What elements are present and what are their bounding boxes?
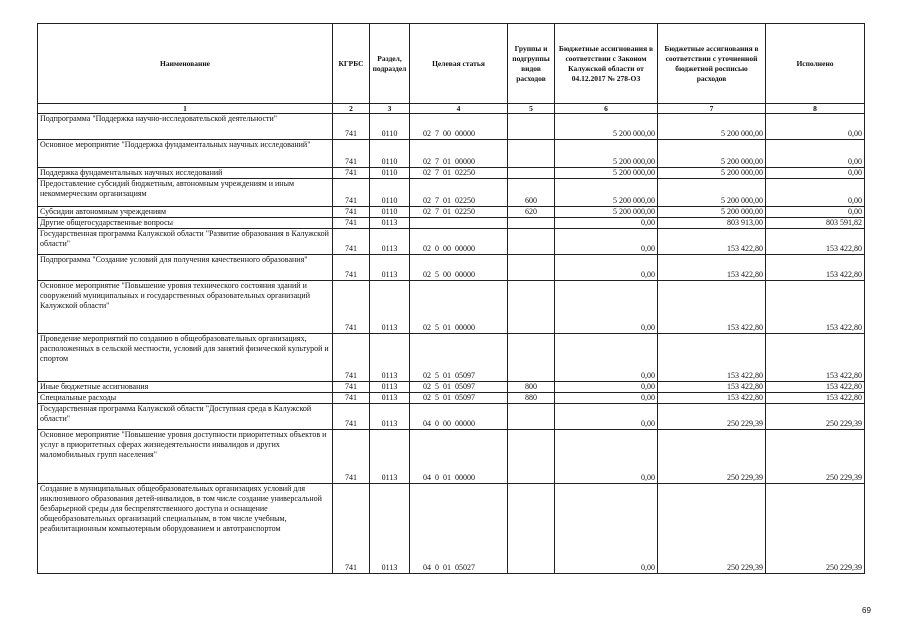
row-expense-group: 620: [508, 207, 555, 218]
row-executed: 803 591,82: [766, 218, 865, 229]
row-name: Другие общегосударственные вопросы: [38, 218, 333, 229]
header-budget-refined: Бюджетные ассигнования в соответствии с уточненной бюджетной росписью расходов: [658, 24, 766, 104]
row-target-article: 02 7 01 02250: [410, 207, 508, 218]
row-budget-refined: 5 200 000,00: [658, 114, 766, 140]
row-target-article: 02 5 01 05097: [410, 382, 508, 393]
row-expense-group: [508, 168, 555, 179]
row-target-article: 02 7 01 00000: [410, 140, 508, 168]
row-budget-refined: 803 913,00: [658, 218, 766, 229]
row-budget-refined: 5 200 000,00: [658, 140, 766, 168]
row-kgrbs: 741: [333, 393, 370, 404]
row-budget-refined: 5 200 000,00: [658, 168, 766, 179]
row-expense-group: [508, 255, 555, 281]
row-razdel: 0113: [370, 229, 410, 255]
header-kgrbs: КГРБС: [333, 24, 370, 104]
row-expense-group: [508, 229, 555, 255]
column-number: 3: [370, 104, 410, 114]
row-expense-group: [508, 404, 555, 430]
row-razdel: 0113: [370, 484, 410, 574]
table-row: [38, 140, 865, 168]
row-kgrbs: 741: [333, 255, 370, 281]
row-target-article: 04 0 01 05027: [410, 484, 508, 574]
header-name: Наименование: [38, 24, 333, 104]
row-target-article: 02 0 00 00000: [410, 229, 508, 255]
row-expense-group: [508, 281, 555, 334]
table-row: [38, 334, 865, 382]
row-razdel: 0113: [370, 430, 410, 484]
row-name: Основное мероприятие "Поддержка фундаментальных научных исследований": [38, 140, 333, 168]
row-budget-law: 5 200 000,00: [555, 114, 658, 140]
column-number: 1: [38, 104, 333, 114]
row-budget-refined: 153 422,80: [658, 334, 766, 382]
row-kgrbs: 741: [333, 334, 370, 382]
row-kgrbs: 741: [333, 404, 370, 430]
header-row: [38, 24, 865, 104]
row-budget-law: 0,00: [555, 229, 658, 255]
row-budget-refined: 153 422,80: [658, 229, 766, 255]
row-budget-law: 5 200 000,00: [555, 140, 658, 168]
table-row: [38, 229, 865, 255]
row-budget-law: 5 200 000,00: [555, 207, 658, 218]
table-row: [38, 218, 865, 229]
column-number: 8: [766, 104, 865, 114]
row-name: Субсидии автономным учреждениям: [38, 207, 333, 218]
row-kgrbs: 741: [333, 140, 370, 168]
row-budget-law: 0,00: [555, 218, 658, 229]
row-target-article: 02 7 00 00000: [410, 114, 508, 140]
row-budget-law: 0,00: [555, 334, 658, 382]
row-razdel: 0110: [370, 140, 410, 168]
row-target-article: 02 5 01 00000: [410, 281, 508, 334]
row-budget-law: 0,00: [555, 255, 658, 281]
row-name: Предоставление субсидий бюджетным, автономным учреждениям и иным некоммерческим организациям: [38, 179, 333, 207]
table-row: [38, 255, 865, 281]
row-budget-refined: 153 422,80: [658, 255, 766, 281]
row-razdel: 0113: [370, 255, 410, 281]
row-name: Государственная программа Калужской области "Доступная среда в Калужской области": [38, 404, 333, 430]
row-kgrbs: 741: [333, 484, 370, 574]
row-name: Основное мероприятие "Повышение уровня технического состояния зданий и сооружений муниципальных и государственных образовательных организаций Калужской области": [38, 281, 333, 334]
row-budget-law: 0,00: [555, 430, 658, 484]
table-row: [38, 281, 865, 334]
row-budget-law: 0,00: [555, 281, 658, 334]
header-executed: Исполнено: [766, 24, 865, 104]
row-name: Проведение мероприятий по созданию в общеобразовательных организациях, расположенных в сельской местности, условий для занятий физической культурой и спортом: [38, 334, 333, 382]
row-budget-refined: 250 229,39: [658, 430, 766, 484]
row-executed: 250 229,39: [766, 430, 865, 484]
row-expense-group: [508, 430, 555, 484]
column-number: 5: [508, 104, 555, 114]
row-budget-law: 0,00: [555, 404, 658, 430]
header-target-article: Целевая статья: [410, 24, 508, 104]
budget-sheet: [37, 23, 865, 574]
row-executed: 250 229,39: [766, 484, 865, 574]
row-razdel: 0113: [370, 334, 410, 382]
row-executed: 0,00: [766, 179, 865, 207]
row-razdel: 0110: [370, 114, 410, 140]
row-razdel: 0113: [370, 218, 410, 229]
row-executed: 153 422,80: [766, 382, 865, 393]
row-name: Основное мероприятие "Повышение уровня доступности приоритетных объектов и услуг в приоритетных сферах жизнедеятельности инвалидов и других маломобильных групп населения": [38, 430, 333, 484]
row-razdel: 0113: [370, 404, 410, 430]
row-executed: 153 422,80: [766, 255, 865, 281]
column-number: 2: [333, 104, 370, 114]
row-kgrbs: 741: [333, 179, 370, 207]
table-row: [38, 382, 865, 393]
table-row: [38, 430, 865, 484]
row-razdel: 0113: [370, 281, 410, 334]
table-row: [38, 114, 865, 140]
row-budget-refined: 5 200 000,00: [658, 179, 766, 207]
row-kgrbs: 741: [333, 168, 370, 179]
row-razdel: 0110: [370, 207, 410, 218]
row-target-article: 02 7 01 02250: [410, 168, 508, 179]
table-row: [38, 168, 865, 179]
row-target-article: [410, 218, 508, 229]
row-kgrbs: 741: [333, 218, 370, 229]
row-budget-refined: 153 422,80: [658, 393, 766, 404]
row-target-article: 04 0 00 00000: [410, 404, 508, 430]
page-number: 69: [862, 606, 871, 615]
row-name: Поддержка фундаментальных научных исследований: [38, 168, 333, 179]
row-name: Государственная программа Калужской области "Развитие образования в Калужской области": [38, 229, 333, 255]
table-body: [38, 114, 865, 574]
row-executed: 0,00: [766, 207, 865, 218]
row-expense-group: [508, 114, 555, 140]
row-executed: 153 422,80: [766, 229, 865, 255]
row-razdel: 0110: [370, 179, 410, 207]
row-target-article: 02 5 01 05097: [410, 393, 508, 404]
row-executed: 153 422,80: [766, 393, 865, 404]
row-expense-group: 880: [508, 393, 555, 404]
row-executed: 0,00: [766, 168, 865, 179]
row-razdel: 0113: [370, 393, 410, 404]
row-budget-law: 0,00: [555, 393, 658, 404]
row-kgrbs: 741: [333, 281, 370, 334]
row-razdel: 0113: [370, 382, 410, 393]
row-name: Подпрограмма "Поддержка научно-исследовательской деятельности": [38, 114, 333, 140]
row-budget-refined: 5 200 000,00: [658, 207, 766, 218]
row-budget-law: 5 200 000,00: [555, 168, 658, 179]
column-number: 4: [410, 104, 508, 114]
header-budget-law: Бюджетные ассигнования в соответствии с Законом Калужской области от 04.12.2017 № 278-ОЗ: [555, 24, 658, 104]
row-executed: 153 422,80: [766, 334, 865, 382]
row-budget-refined: 250 229,39: [658, 484, 766, 574]
row-expense-group: [508, 218, 555, 229]
row-name: Создание в муниципальных общеобразовательных организациях условий для инклюзивного образования детей-инвалидов, в том числе создание универсальной безбарьерной среды для беспрепятственного доступа и оснащение общеобразовательных организаций специальным, в том числе учебным, реабилитационным компьютерным оборудованием и автотранспортом: [38, 484, 333, 574]
row-expense-group: [508, 140, 555, 168]
row-expense-group: [508, 484, 555, 574]
row-budget-law: 5 200 000,00: [555, 179, 658, 207]
row-kgrbs: 741: [333, 207, 370, 218]
row-executed: 0,00: [766, 140, 865, 168]
row-target-article: 04 0 01 00000: [410, 430, 508, 484]
row-expense-group: 600: [508, 179, 555, 207]
table-row: [38, 484, 865, 574]
row-executed: 250 229,39: [766, 404, 865, 430]
column-number-row: [38, 104, 865, 114]
table-row: [38, 404, 865, 430]
row-razdel: 0110: [370, 168, 410, 179]
row-kgrbs: 741: [333, 430, 370, 484]
row-target-article: 02 5 01 05097: [410, 334, 508, 382]
row-target-article: 02 5 00 00000: [410, 255, 508, 281]
row-budget-law: 0,00: [555, 484, 658, 574]
row-name: Подпрограмма "Создание условий для получения качественного образования": [38, 255, 333, 281]
row-budget-refined: 153 422,80: [658, 382, 766, 393]
row-expense-group: 800: [508, 382, 555, 393]
row-budget-refined: 153 422,80: [658, 281, 766, 334]
row-name: Специальные расходы: [38, 393, 333, 404]
column-number: 6: [555, 104, 658, 114]
table-row: [38, 179, 865, 207]
row-budget-law: 0,00: [555, 382, 658, 393]
row-kgrbs: 741: [333, 382, 370, 393]
row-expense-group: [508, 334, 555, 382]
row-target-article: 02 7 01 02250: [410, 179, 508, 207]
header-razdel: Раздел, подраздел: [370, 24, 410, 104]
header-expense-groups: Группы и подгруппы видов расходов: [508, 24, 555, 104]
column-number: 7: [658, 104, 766, 114]
row-executed: 0,00: [766, 114, 865, 140]
row-kgrbs: 741: [333, 229, 370, 255]
budget-table: [37, 23, 865, 574]
row-kgrbs: 741: [333, 114, 370, 140]
table-row: [38, 393, 865, 404]
row-name: Иные бюджетные ассигнования: [38, 382, 333, 393]
table-row: [38, 207, 865, 218]
row-executed: 153 422,80: [766, 281, 865, 334]
row-budget-refined: 250 229,39: [658, 404, 766, 430]
